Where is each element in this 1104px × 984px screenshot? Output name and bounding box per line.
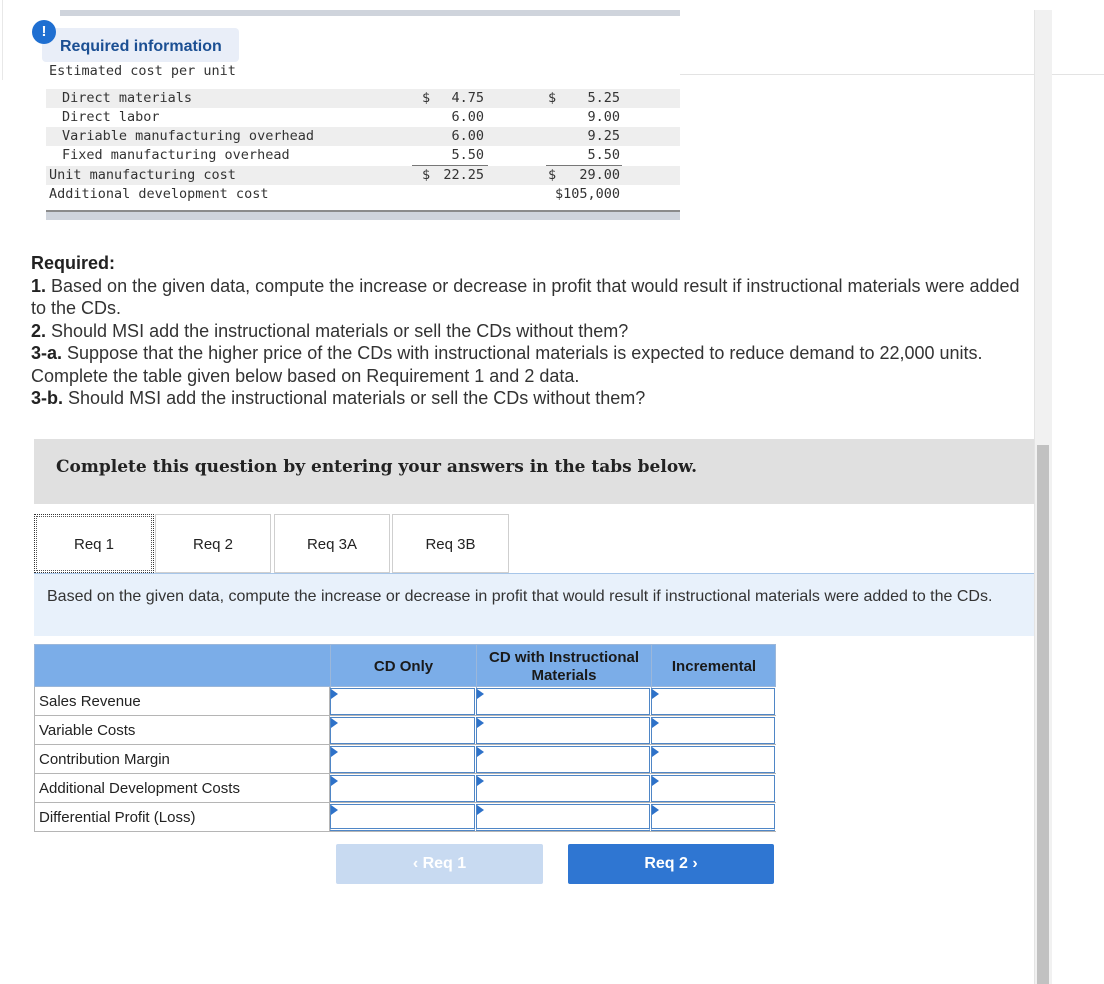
cost-value: 5.50 (587, 147, 620, 163)
cost-row (46, 89, 680, 108)
cd-materials-input[interactable] (476, 717, 650, 744)
tab-req-3b[interactable]: Req 3B (392, 514, 509, 573)
incremental-input[interactable] (651, 804, 775, 831)
cost-value: 5.50 (451, 147, 484, 163)
cd-only-input[interactable] (330, 775, 475, 802)
row-label: Differential Profit (Loss) (39, 809, 196, 826)
next-req-label: Req 2 (644, 855, 688, 872)
cost-row (46, 185, 680, 204)
column-header: Incremental (671, 657, 757, 675)
cost-value: 9.00 (587, 109, 620, 125)
description-text: Based on the given data, compute the increase or decrease in profit that would result if instructional materials were added to the CDs. (47, 588, 993, 605)
incremental-input[interactable] (651, 688, 775, 715)
cd-materials-input[interactable] (476, 688, 650, 715)
dollar-sign: $ (548, 167, 557, 183)
cost-value: 6.00 (451, 109, 484, 125)
req-text: Suppose that the higher price of the CDs with instructional materials is expected to reduce demand to 22,000 units. Complete the table given below based on Requirement 1 and 2 data. (31, 343, 983, 386)
incremental-input[interactable] (651, 746, 775, 773)
page-edge (0, 0, 3, 80)
cost-row (46, 127, 680, 146)
cost-value: 29.00 (579, 167, 620, 183)
alert-icon: ! (32, 20, 56, 44)
cost-value: 22.25 (443, 167, 484, 183)
column-header: CD Only (373, 657, 434, 675)
prev-req-button[interactable] (336, 844, 543, 884)
cd-materials-input[interactable] (476, 746, 650, 773)
cost-row-label: Direct labor (62, 109, 160, 125)
next-req-button[interactable] (568, 844, 774, 884)
dollar-sign: $ (548, 90, 557, 106)
req-number: 2. (31, 320, 47, 341)
cost-table-header: Estimated cost per unit (49, 63, 236, 79)
cost-row-label: Fixed manufacturing overhead (62, 147, 290, 163)
cost-row (46, 108, 680, 127)
cd-materials-input[interactable] (476, 775, 650, 802)
cost-row-label: Additional development cost (49, 186, 269, 202)
scrollbar-thumb[interactable] (1037, 445, 1049, 984)
req-text: Should MSI add the instructional materials or sell the CDs without them? (63, 388, 646, 408)
table-bottom-rule (46, 210, 680, 212)
cost-value: 5.25 (587, 90, 620, 106)
cost-row-label: Direct materials (62, 90, 193, 106)
row-label: Sales Revenue (39, 693, 141, 710)
cost-row (46, 146, 680, 165)
incremental-input[interactable] (651, 775, 775, 802)
requirements-text (31, 252, 1031, 410)
cost-row-label: Unit manufacturing cost (49, 167, 236, 183)
cd-materials-input[interactable] (476, 804, 650, 831)
row-label: Variable Costs (39, 722, 136, 739)
column-header: CD with Instructional Materials (489, 648, 639, 684)
req-text: Based on the given data, compute the increase or decrease in profit that would result if instructional materials were added to the CDs. (31, 275, 1020, 318)
required-information-label: Required information (60, 38, 222, 55)
answer-table-header (34, 644, 776, 687)
req-text: Should MSI add the instructional materials or sell the CDs without them? (46, 320, 629, 341)
required-heading: Required: (31, 253, 116, 273)
instructions-text: Complete this question by entering your answers in the tabs below. (56, 457, 697, 477)
tab-req-2[interactable]: Req 2 (155, 514, 271, 573)
instructions-banner (34, 439, 1034, 504)
prev-req-label: Req 1 (422, 855, 467, 872)
incremental-input[interactable] (651, 717, 775, 744)
tab-req-3a[interactable]: Req 3A (274, 514, 390, 573)
cost-row-label: Variable manufacturing overhead (62, 128, 314, 144)
req-number: 1. (31, 275, 47, 296)
chevron-left-icon: ‹ (412, 855, 419, 872)
tab-description (34, 573, 1034, 636)
cost-row (46, 166, 680, 185)
dollar-sign: $ (422, 90, 431, 106)
req-number: 3-a. (31, 343, 63, 363)
cd-only-input[interactable] (330, 717, 475, 744)
cost-table (46, 63, 680, 220)
chevron-right-icon: › (692, 855, 698, 872)
cd-only-input[interactable] (330, 688, 475, 715)
label-column (34, 687, 330, 832)
req-number: 3-b. (31, 388, 64, 408)
tab-req-1[interactable]: Req 1 (34, 514, 154, 573)
row-label: Contribution Margin (39, 751, 170, 768)
cost-value: 9.25 (587, 128, 620, 144)
cost-value: 6.00 (451, 128, 484, 144)
row-label: Additional Development Costs (39, 780, 240, 797)
cd-only-input[interactable] (330, 804, 475, 831)
cd-only-input[interactable] (330, 746, 475, 773)
required-information-banner[interactable] (42, 28, 239, 62)
dollar-sign: $ (422, 167, 431, 183)
cost-value: 4.75 (451, 90, 484, 106)
top-image-border (60, 10, 680, 16)
cost-value: $105,000 (554, 186, 620, 202)
